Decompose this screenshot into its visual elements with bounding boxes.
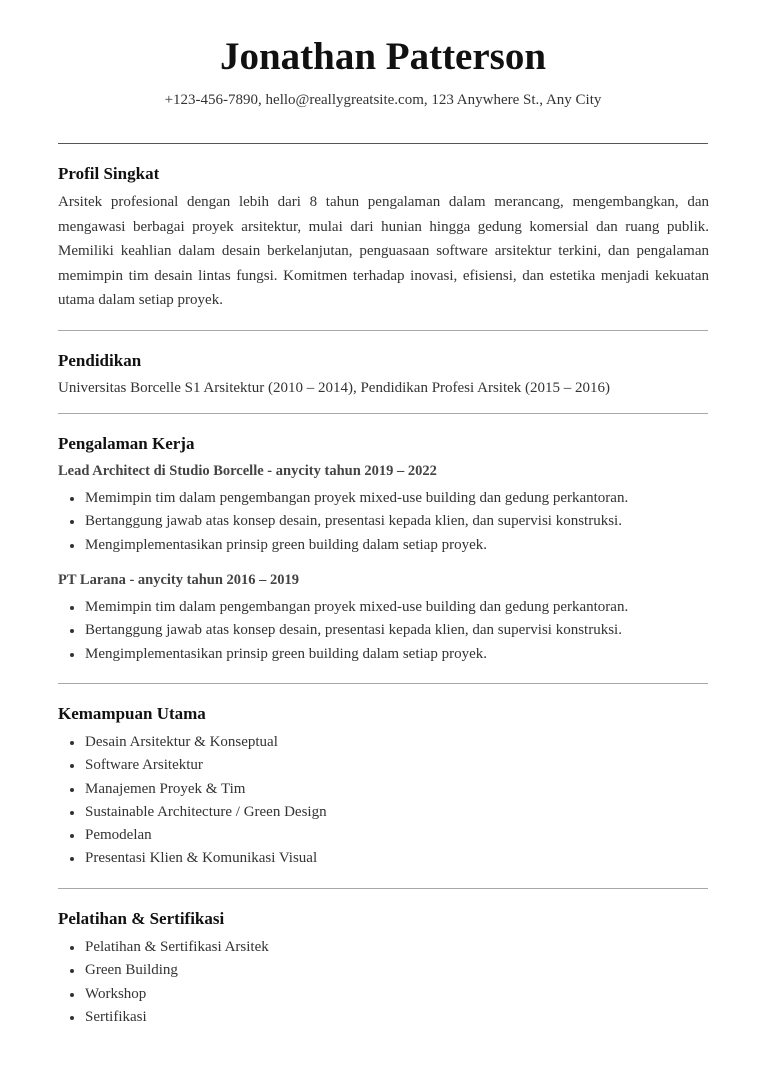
education-heading: Pendidikan	[58, 351, 142, 370]
header-divider	[58, 143, 708, 144]
list-item: Pelatihan & Sertifikasi Arsitek	[58, 936, 269, 959]
list-item: Memimpin tim dalam pengembangan proyek mixed-use building dan gedung perkantoran.	[58, 596, 628, 619]
job-title: PT Larana - anycity tahun 2016 – 2019	[58, 572, 300, 588]
list-item: Mengimplementasikan prinsip green building dalam setiap proyek.	[58, 643, 628, 666]
experience-heading: Pengalaman Kerja	[58, 434, 195, 453]
skills-heading: Kemampuan Utama	[58, 704, 206, 723]
job-duties-list	[58, 596, 628, 666]
job-duties-list	[58, 487, 628, 557]
resume-name: Jonathan Patterson	[219, 35, 547, 78]
job-title: Lead Architect di Studio Borcelle - anycity tahun 2019 – 2022	[58, 463, 437, 479]
list-item: Software Arsitektur	[58, 754, 327, 777]
list-item: Desain Arsitektur & Konseptual	[58, 731, 327, 754]
profile-text: Arsitek profesional dengan lebih dari 8 tahun pengalaman dalam merancang, mengembangkan, dan mengawasi berbagai proyek arsitektur, mulai dari hunian hingga gedung komersial dan ruang publik. Memiliki keahlian dalam desain berkelanjutan, penguasaan software arsitektur terkini, dan pengalaman memimpin tim desain lintas fungsi. Komitmen terhadap inovasi, efisiensi, dan estetika menjadi kekuatan utama dalam setiap proyek.	[58, 194, 709, 308]
skills-divider	[58, 888, 708, 889]
skills-list	[58, 731, 327, 871]
training-heading: Pelatihan & Sertifikasi	[58, 909, 225, 928]
list-item: Presentasi Klien & Komunikasi Visual	[58, 847, 327, 870]
list-item: Bertanggung jawab atas konsep desain, presentasi kepada klien, dan supervisi konstruksi.	[58, 510, 628, 533]
list-item: Workshop	[58, 983, 269, 1006]
profile-divider	[58, 330, 708, 331]
list-item: Green Building	[58, 959, 269, 982]
list-item: Bertanggung jawab atas konsep desain, presentasi kepada klien, dan supervisi konstruksi.	[58, 619, 628, 642]
list-item: Sertifikasi	[58, 1006, 269, 1029]
list-item: Manajemen Proyek & Tim	[58, 778, 327, 801]
training-list	[58, 936, 269, 1029]
profile-heading: Profil Singkat	[58, 164, 160, 183]
list-item: Mengimplementasikan prinsip green building dalam setiap proyek.	[58, 534, 628, 557]
list-item: Memimpin tim dalam pengembangan proyek mixed-use building dan gedung perkantoran.	[58, 487, 628, 510]
education-divider	[58, 413, 708, 414]
list-item: Sustainable Architecture / Green Design	[58, 801, 327, 824]
list-item: Pemodelan	[58, 824, 327, 847]
education-text: Universitas Borcelle S1 Arsitektur (2010 – 2014), Pendidikan Profesi Arsitek (2015 – 2016)	[58, 380, 611, 396]
experience-divider	[58, 683, 708, 684]
contact-info: +123-456-7890, hello@reallygreatsite.com, 123 Anywhere St., Any City	[164, 92, 602, 108]
